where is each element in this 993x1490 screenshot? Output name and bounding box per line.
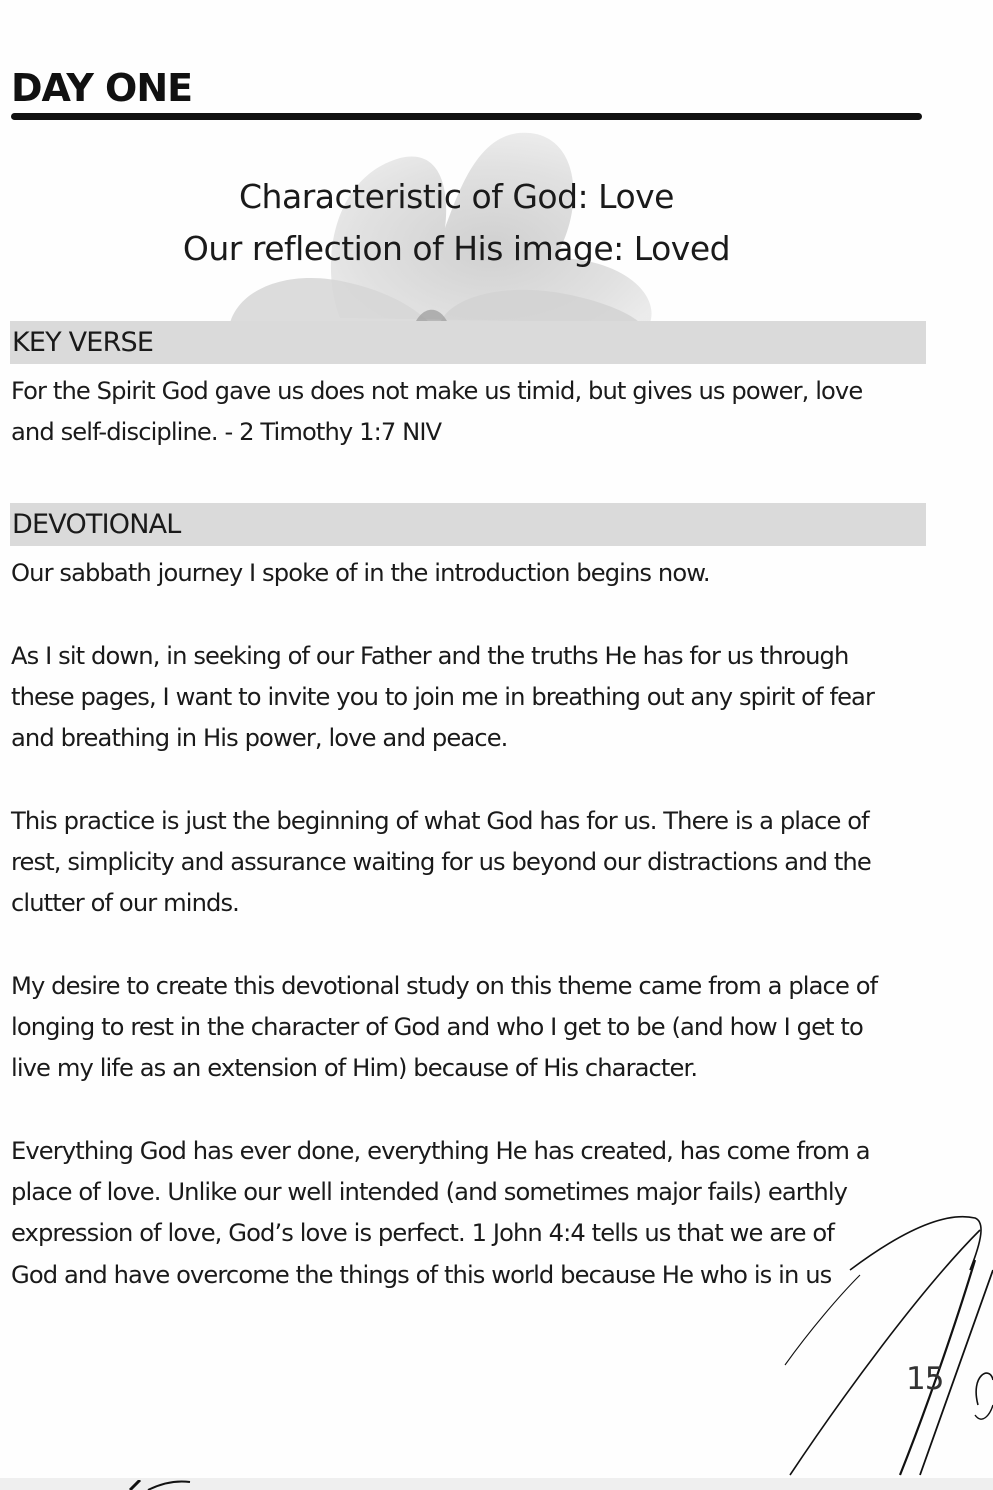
devotional-paragraph-3: This practice is just the beginning of what God has for us. There is a place of rest, simplicity and assurance waiting for us beyond our distractions and the clutter of our minds. — [11, 807, 871, 918]
page-title: DAY ONE — [11, 66, 193, 110]
key-verse-text: For the Spirit God gave us does not make us timid, but gives us power, love and self-discipline. - 2 Timothy 1:7 NIV — [11, 377, 863, 447]
devotional-paragraph-2: As I sit down, in seeking of our Father and the truths He has for us through these pages, I want to invite you to join me in breathing out any spirit of fear and breathing in His power, love and peace. — [11, 642, 875, 753]
key-verse-heading: KEY VERSE — [12, 327, 154, 358]
characteristic-subtitle: Characteristic of God: Love — [239, 177, 674, 216]
reflection-subtitle: Our reflection of His image: Loved — [182, 229, 731, 268]
devotional-paragraph-5: Everything God has ever done, everything He has created, has come from a place of love. Unlike our well intended (and sometimes major fails) earthly expression of love, God’s love is perfect. 1 John 4:4 tells us that we are of God and have overcome the things of this world because He who is in us — [11, 1137, 870, 1289]
key-verse-header — [10, 321, 926, 364]
devotional-heading: DEVOTIONAL — [12, 509, 181, 540]
devotional-paragraph-4: My desire to create this devotional study on this theme came from a place of longing to rest in the character of God and who I get to be (and how I get to live my life as an extension of Him) because of His character. — [11, 972, 878, 1083]
title-divider — [11, 113, 922, 120]
signature-flourish-image — [770, 1200, 993, 1480]
signature-fragment-image — [120, 1480, 200, 1490]
devotional-paragraph-1: Our sabbath journey I spoke of in the introduction begins now. — [11, 559, 710, 587]
page-number: 15 — [906, 1361, 944, 1397]
flower-watermark-image — [200, 118, 680, 323]
devotional-header — [10, 503, 926, 546]
